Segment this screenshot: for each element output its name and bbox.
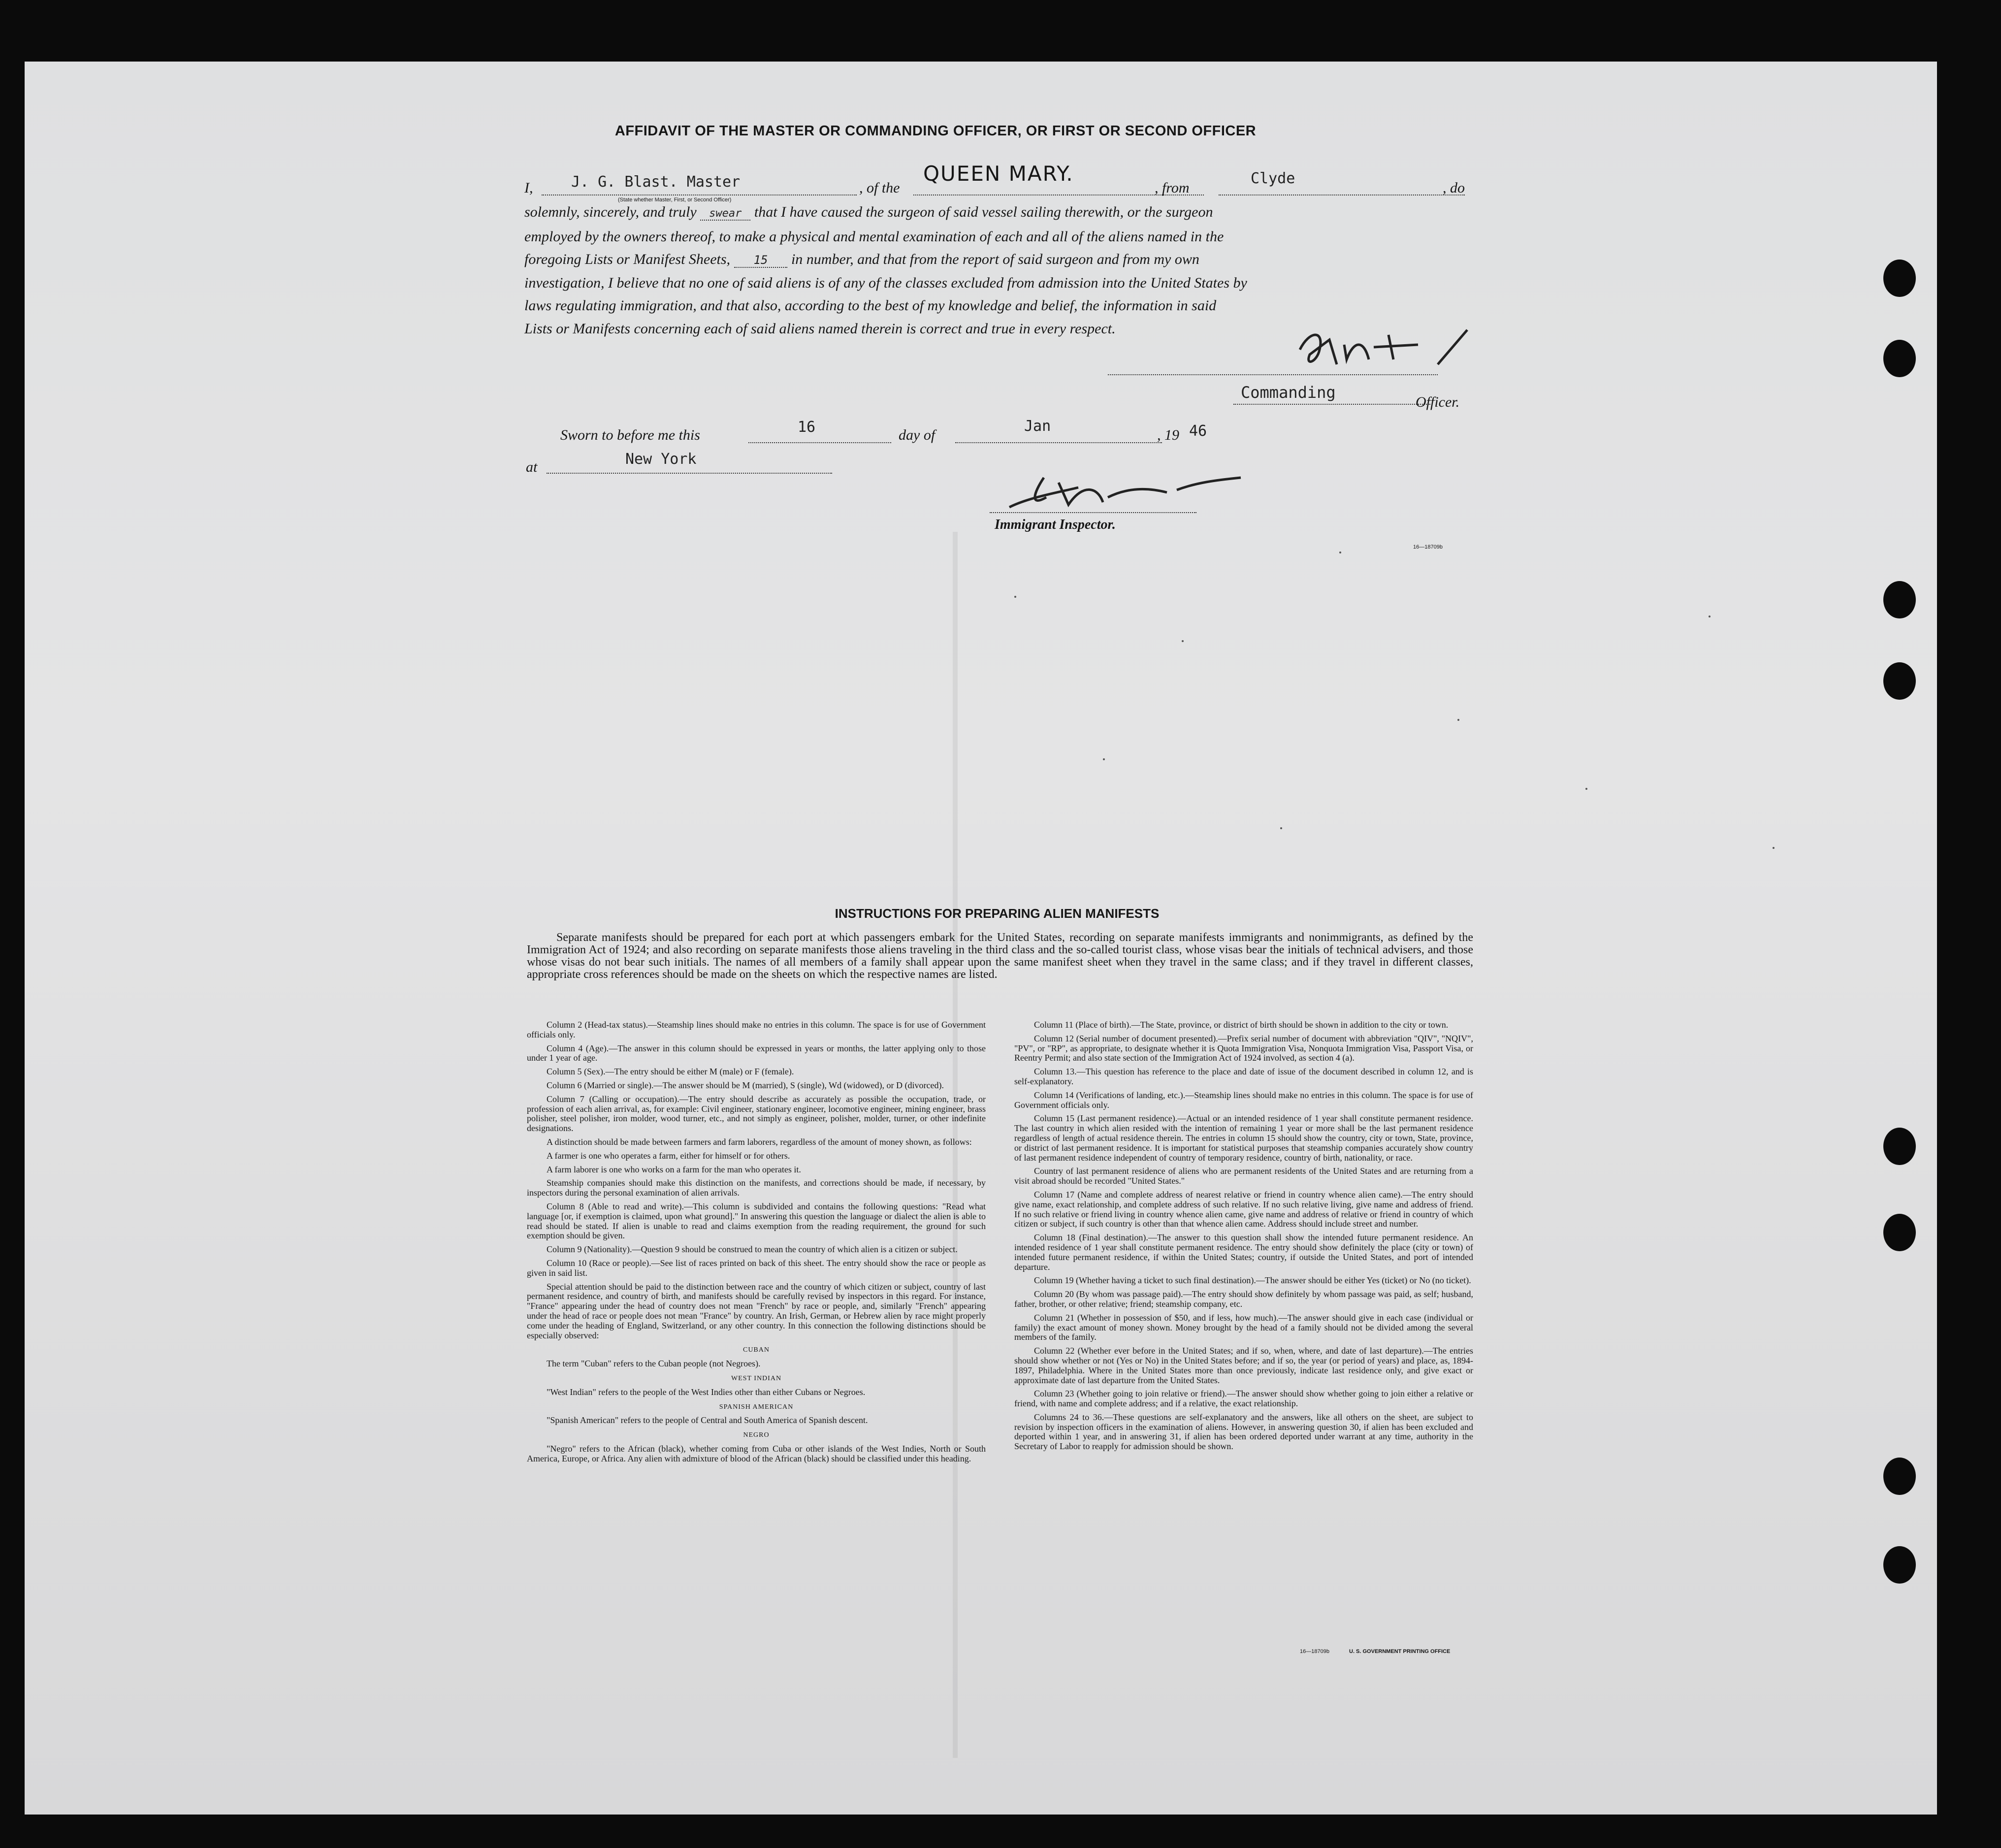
instruction-paragraph: "Spanish American" refers to the people of Central and South America of Spanish descent. (547, 1415, 868, 1426)
footer-form-number: 16—18709b (1300, 1649, 1329, 1654)
body-line3-b: in number, and that from the report of said surgeon and from my own (791, 251, 1199, 267)
at-label: at (526, 459, 538, 475)
instruction-paragraph: Special attention should be paid to the distinction between race and the country of which citizen or subject, country of last permanent residence, and country of birth, and manifests should be carefully revised by inspectors in this regard. For instance, "France" appearing under the head of country does not mean "French" by race or people, and, similarly "French" appearing under the head of race or people does not mean "France" by country. An Irish, German, or Hebrew alien by race might properly come under the heading of England, Switzerland, or any other country. In this connection the following distinctions should be especially observed: (527, 1281, 986, 1340)
binder-hole (1883, 581, 1916, 618)
section-heading: NEGRO (743, 1431, 770, 1439)
rank-handwritten: Commanding (1241, 383, 1336, 402)
instruction-paragraph: Column 11 (Place of birth).—The State, province, or district of birth should be shown in addition to the city or town. (1034, 1020, 1449, 1030)
affidavit-body (524, 201, 1470, 340)
instruction-paragraph: Column 20 (By whom was passage paid).—The entry should show definitely by whom passage was paid, as self; husband, father, brother, or other relative; friend; steamship company, etc. (1014, 1289, 1473, 1309)
body-line1-a: solemnly, sincerely, and truly (524, 204, 697, 220)
instructions-title: INSTRUCTIONS FOR PREPARING ALIEN MANIFESTS (835, 906, 1160, 921)
sworn-month-field[interactable] (955, 422, 1162, 443)
instruction-paragraph: Column 5 (Sex).—The entry should be either M (male) or F (female). (547, 1067, 794, 1077)
footer-printer: U. S. GOVERNMENT PRINTING OFFICE (1349, 1649, 1451, 1654)
binder-hole (1883, 340, 1916, 377)
swear-handwritten[interactable]: swear (700, 207, 750, 221)
paper-speck (1773, 847, 1775, 849)
instruction-paragraph: Columns 24 to 36.—These questions are self-explanatory and the answers, like all others on the sheet, are subject to revision by inspection officers in the examination of aliens. However, in answering question 30, if alien has been excluded and deported within 1 year, and in answering 31, if alien has been ordered deported under warrant at any time, authority in the Secretary of Labor to reapply for admission should be shown. (1014, 1412, 1473, 1452)
i-label: I, (524, 180, 533, 196)
paper-speck (1280, 827, 1282, 829)
instruction-paragraph: Column 22 (Whether ever before in the United States; and if so, when, where, and date of last departure).—The entries should show whether or not (Yes or No) in the United States before; and if so, the year (or period of years) and place, as, 1894-1897, Philadelphia. Where in the United States more than once previously, indicate last residence only, and give exact or approximate date of last departure from the United States. (1014, 1346, 1473, 1385)
paper-speck (1709, 616, 1711, 617)
from-port-handwritten: Clyde (1251, 170, 1295, 187)
instructions-left-column (527, 1020, 986, 1467)
rank-line[interactable] (1233, 383, 1430, 405)
binder-hole (1883, 1458, 1916, 1495)
at-place: New York (625, 451, 697, 468)
section-heading: WEST INDIAN (731, 1374, 782, 1382)
binder-hole (1883, 1128, 1916, 1165)
instruction-paragraph: Column 21 (Whether in possession of $50, and if less, how much).—The answer should give in each case (individual or family) the exact amount of money shown. Money brought by the head of a family should not be divided among the several members of the family. (1014, 1312, 1473, 1342)
instruction-paragraph: Column 2 (Head-tax status).—Steamship lines should make no entries in this column. The space is for use of Government officials only. (527, 1020, 986, 1039)
instruction-paragraph: A farm laborer is one who works on a farm for the man who operates it. (547, 1164, 801, 1174)
instruction-paragraph: Column 4 (Age).—The answer in this column should be expressed in years or months, the latter applying only to those under 1 year of age. (527, 1043, 986, 1063)
sworn-label: Sworn to before me this (560, 427, 700, 443)
binder-hole (1883, 259, 1916, 297)
instruction-paragraph: Column 9 (Nationality).—Question 9 should be construed to mean the country of which alien is a citizen or subject. (547, 1244, 958, 1255)
paper-speck (1014, 596, 1016, 598)
instruction-paragraph: Steamship companies should make this distinction on the manifests, and corrections should be made, if necessary, by inspectors during the personal examination of alien arrivals. (527, 1178, 986, 1198)
officer-name-note: (State whether Master, First, or Second Officer) (618, 197, 732, 203)
instruction-paragraph: Column 12 (Serial number of document presented).—Prefix serial number of document with abbreviation "QIV", "NQIV", "PV", or "RP", as appropriate, to designate whether it is Quota Immigration Visa, Nonquota Immigration Visa, Passport Visa, or Reentry Permit; and also state section of the Immigration Act of 1924 involved, as section 4 (a). (1014, 1033, 1473, 1063)
from-label: , from (1155, 180, 1190, 196)
instruction-paragraph: Column 15 (Last permanent residence).—Actual or an intended residence of 1 year shall constitute permanent residence. The last country in which alien resided with the intention of remaining 1 year or more shall be the last permanent residence regardless of length of actual residence therein. The entries in column 15 should show the country, city or town, State, province, or district of last permanent residence. It is important for statistical purposes that steamship companies accurately show country of last permanent residence independent of country of temporary residence, country of birth, nationality, or race. (1014, 1113, 1473, 1163)
officer-name-handwritten: J. G. Blast. Master (571, 173, 741, 191)
day-of-label: day of (899, 427, 936, 443)
instructions-intro: Separate manifests should be prepared for each port at which passengers embark for the United States, recording on separate manifests immigrants and nonimmigrants, as defined by the Immigration Act of 1924; and also recording on separate manifests those aliens traveling in the third class and the so-called tourist class, whose visas bear the initials of technical advisers, and those whose visas do not bear such initials. The names of all members of a family shall appear upon the same manifest sheet when they travel in the same class; and if they travel in different classes, appropriate cross references should be made on the sheets on which the respective names are listed. (527, 931, 1473, 981)
paper-speck (1585, 788, 1587, 790)
officer-label: Officer. (1416, 394, 1460, 410)
binder-hole (1883, 1546, 1916, 1584)
inspector-label: Immigrant Inspector. (995, 517, 1116, 532)
of-the-label: , of the (859, 180, 900, 196)
body-line1-b: that I have caused the surgeon of said vessel sailing therewith, or the surgeon (754, 204, 1213, 220)
instruction-paragraph: "Negro" refers to the African (black), whether coming from Cuba or other islands of the West Indies, North or South America, Europe, or Africa. Any alien with admixture of blood of the African (black) should be classified under this heading. (527, 1443, 986, 1463)
instruction-paragraph: The term "Cuban" refers to the Cuban people (not Negroes). (547, 1359, 761, 1369)
binder-hole (1883, 662, 1916, 700)
body-line6: Lists or Manifests concerning each of said aliens named therein is correct and true in every respect. (524, 320, 1116, 337)
body-line5: laws regulating immigration, and that also, according to the best of my knowledge and belief, the information in said (524, 297, 1217, 314)
instruction-paragraph: "West Indian" refers to the people of the West Indies other than either Cubans or Negroes. (547, 1387, 866, 1397)
binder-hole (1883, 1214, 1916, 1251)
instruction-paragraph: Country of last permanent residence of aliens who are permanent residents of the United States and are returning from a visit abroad should be recorded "United States." (1014, 1166, 1473, 1186)
affidavit-form-number: 16—18709b (1413, 544, 1443, 550)
inspector-signature-line[interactable] (990, 492, 1196, 513)
sworn-month: Jan (1024, 418, 1051, 435)
paper-speck (1457, 719, 1459, 721)
body-line3-a: foregoing Lists or Manifest Sheets, (524, 251, 731, 267)
instruction-paragraph: A farmer is one who operates a farm, either for himself or for others. (547, 1150, 790, 1161)
officer-signature (1290, 320, 1497, 374)
body-line2: employed by the owners thereof, to make a physical and mental examination of each and all of the aliens named in the (524, 228, 1224, 245)
instruction-paragraph: Column 6 (Married or single).—The answer should be M (married), S (single), Wd (widowed), or D (divorced). (547, 1080, 944, 1090)
sheets-count-handwritten[interactable]: 15 (734, 253, 788, 268)
paper-speck (1103, 758, 1105, 760)
sworn-year[interactable]: 46 (1189, 422, 1207, 440)
ship-name: QUEEN MARY. (923, 162, 1074, 186)
affidavit-title: AFFIDAVIT OF THE MASTER OR COMMANDING OFFICER, OR FIRST OR SECOND OFFICER (614, 123, 1257, 139)
instruction-paragraph: Column 7 (Calling or occupation).—The entry should describe as accurately as possible the occupation, trade, or profession of each alien arrival, as, for example: Civil engineer, stationary engineer, locomotive engineer, mining engineer, brass polisher, steel polisher, iron molder, wood turner, etc., and not simply as engineer, polisher, molder, turner, or other indefinite designations. (527, 1094, 986, 1134)
instruction-paragraph: A distinction should be made between farmers and farm laborers, regardless of the amount of money shown, as follows: (547, 1136, 972, 1147)
instruction-paragraph: Column 10 (Race or people).—See list of races printed on back of this sheet. The entry should show the race or people as given in said list. (527, 1258, 986, 1278)
instruction-paragraph: Column 19 (Whether having a ticket to such final destination).—The answer should be either Yes (ticket) or No (no ticket). (1034, 1275, 1471, 1286)
instruction-paragraph: Column 17 (Name and complete address of nearest relative or friend in country whence alien came).—The entry should give name, exact relationship, and complete address of such relative. If no such relative living, give name and address of friend. If no such relative or friend living in country whence alien came, give name and address of relative or friend in country of which citizen or subject, if such country is other than that whence alien came. Address should include street and number. (1014, 1189, 1473, 1229)
year-prefix: , 19 (1157, 427, 1179, 443)
instruction-paragraph: Column 14 (Verifications of landing, etc.).—Steamship lines should make no entries in this column. The space is for use of Government officials only. (1014, 1090, 1473, 1110)
paper-speck (1182, 640, 1184, 642)
sworn-day: 16 (798, 419, 816, 436)
do-label: , do (1443, 180, 1465, 196)
section-heading: CUBAN (742, 1346, 770, 1354)
instruction-paragraph: Column 18 (Final destination).—The answer to this question shall show the intended future permanent residence. An intended residence of 1 year shall constitute permanent residence. The entry should show definitely the place (city or town) of intended future permanent residence, if within the United States; country, if outside the United States, and port of intended departure. (1014, 1232, 1473, 1272)
instruction-paragraph: Column 8 (Able to read and write).—This column is subdivided and contains the following questions: "Read what language [or, if exemption is claimed, upon what ground]." In answering this question the language or dialect the alien is able to read should be stated. If alien is unable to read and claims exemption from the reading requirement, the ground for such exemption should be given. (527, 1201, 986, 1241)
paper-speck (1339, 551, 1341, 553)
instruction-paragraph: Column 23 (Whether going to join relative or friend).—The answer should show whether going to join either a relative or friend, with name and complete address; and if a relative, the exact relationship. (1014, 1389, 1473, 1409)
section-heading: SPANISH AMERICAN (719, 1403, 794, 1411)
instruction-paragraph: Column 13.—This question has reference to the place and date of issue of the document described in column 12, and is self-explanatory. (1014, 1067, 1473, 1086)
sworn-day-field[interactable] (748, 422, 891, 443)
body-line4: investigation, I believe that no one of said aliens is of any of the classes excluded from admission into the United States by (524, 274, 1247, 291)
instructions-right-column (1014, 1020, 1473, 1456)
